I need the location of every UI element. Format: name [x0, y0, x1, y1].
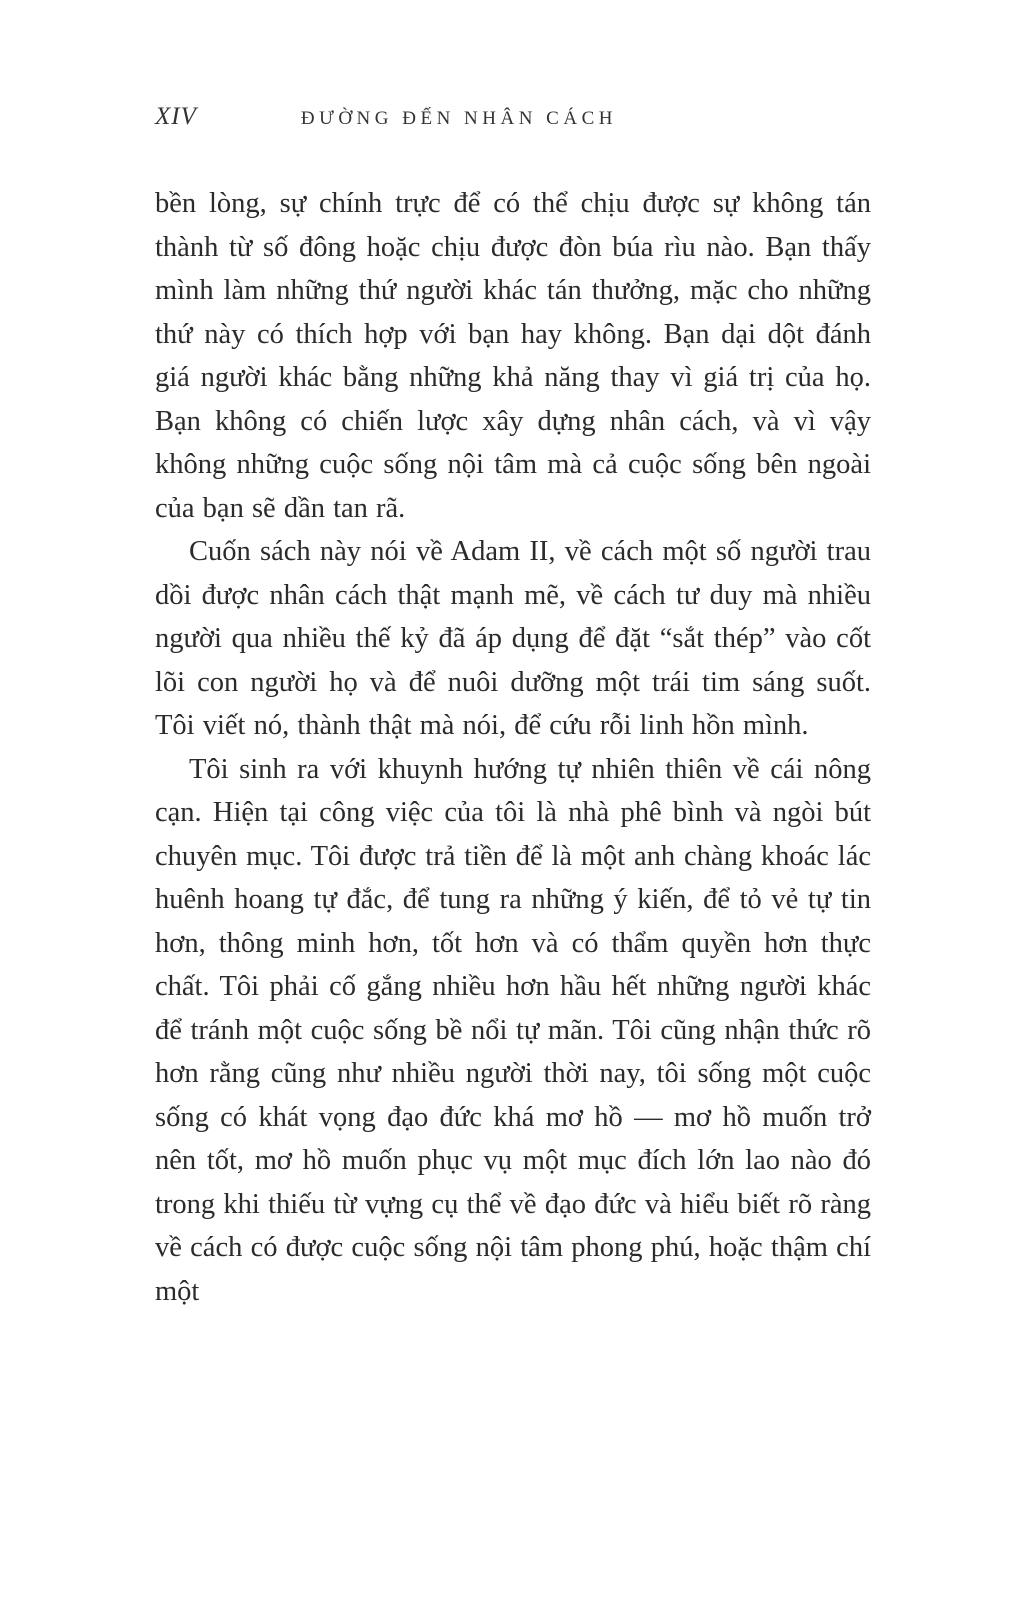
body-paragraph: bền lòng, sự chính trực để có thể chịu được sự không tán thành từ số đông hoặc chịu được đòn búa rìu nào. Bạn thấy mình làm những thứ người khác tán thưởng, mặc cho những thứ này có thích hợp với bạn hay không. Bạn dại dột đánh giá người khác bằng những khả năng thay vì giá trị của họ. Bạn không có chiến lược xây dựng nhân cách, và vì vậy không những cuộc sống nội tâm mà cả cuộc sống bên ngoài của bạn sẽ dần tan rã. — [155, 188, 871, 524]
body-paragraph: Cuốn sách này nói về Adam II, về cách một số người trau dồi được nhân cách thật mạnh mẽ, về cách tư duy mà nhiều người qua nhiều thế kỷ đã áp dụng để đặt “sắt thép” vào cốt lõi con người họ và để nuôi dưỡng một trái tim sáng suốt. Tôi viết nó, thành thật mà nói, để cứu rỗi linh hồn mình. — [155, 536, 871, 741]
running-header-title: ĐƯỜNG ĐẾN NHÂN CÁCH — [300, 108, 617, 129]
page-number: XIV — [155, 103, 197, 130]
body-paragraph: Tôi sinh ra với khuynh hướng tự nhiên thiên về cái nông cạn. Hiện tại công việc của tôi là nhà phê bình và ngòi bút chuyên mục. Tôi được trả tiền để là một anh chàng khoác lác huênh hoang tự đắc, để tung ra những ý kiến, để tỏ vẻ tự tin hơn, thông minh hơn, tốt hơn và có thẩm quyền hơn thực chất. Tôi phải cố gắng nhiều hơn hầu hết những người khác để tránh một cuộc sống bề nổi tự mãn. Tôi cũng nhận thức rõ hơn rằng cũng như nhiều người thời nay, tôi sống một cuộc sống có khát vọng đạo đức khá mơ hồ — mơ hồ muốn trở nên tốt, mơ hồ muốn phục vụ một mục đích lớn lao nào đó trong khi thiếu từ vựng cụ thể về đạo đức và hiểu biết rõ ràng về cách có được cuộc sống nội tâm phong phú, hoặc thậm chí một — [155, 753, 871, 1307]
body-text — [155, 182, 871, 1313]
running-header — [155, 103, 870, 131]
